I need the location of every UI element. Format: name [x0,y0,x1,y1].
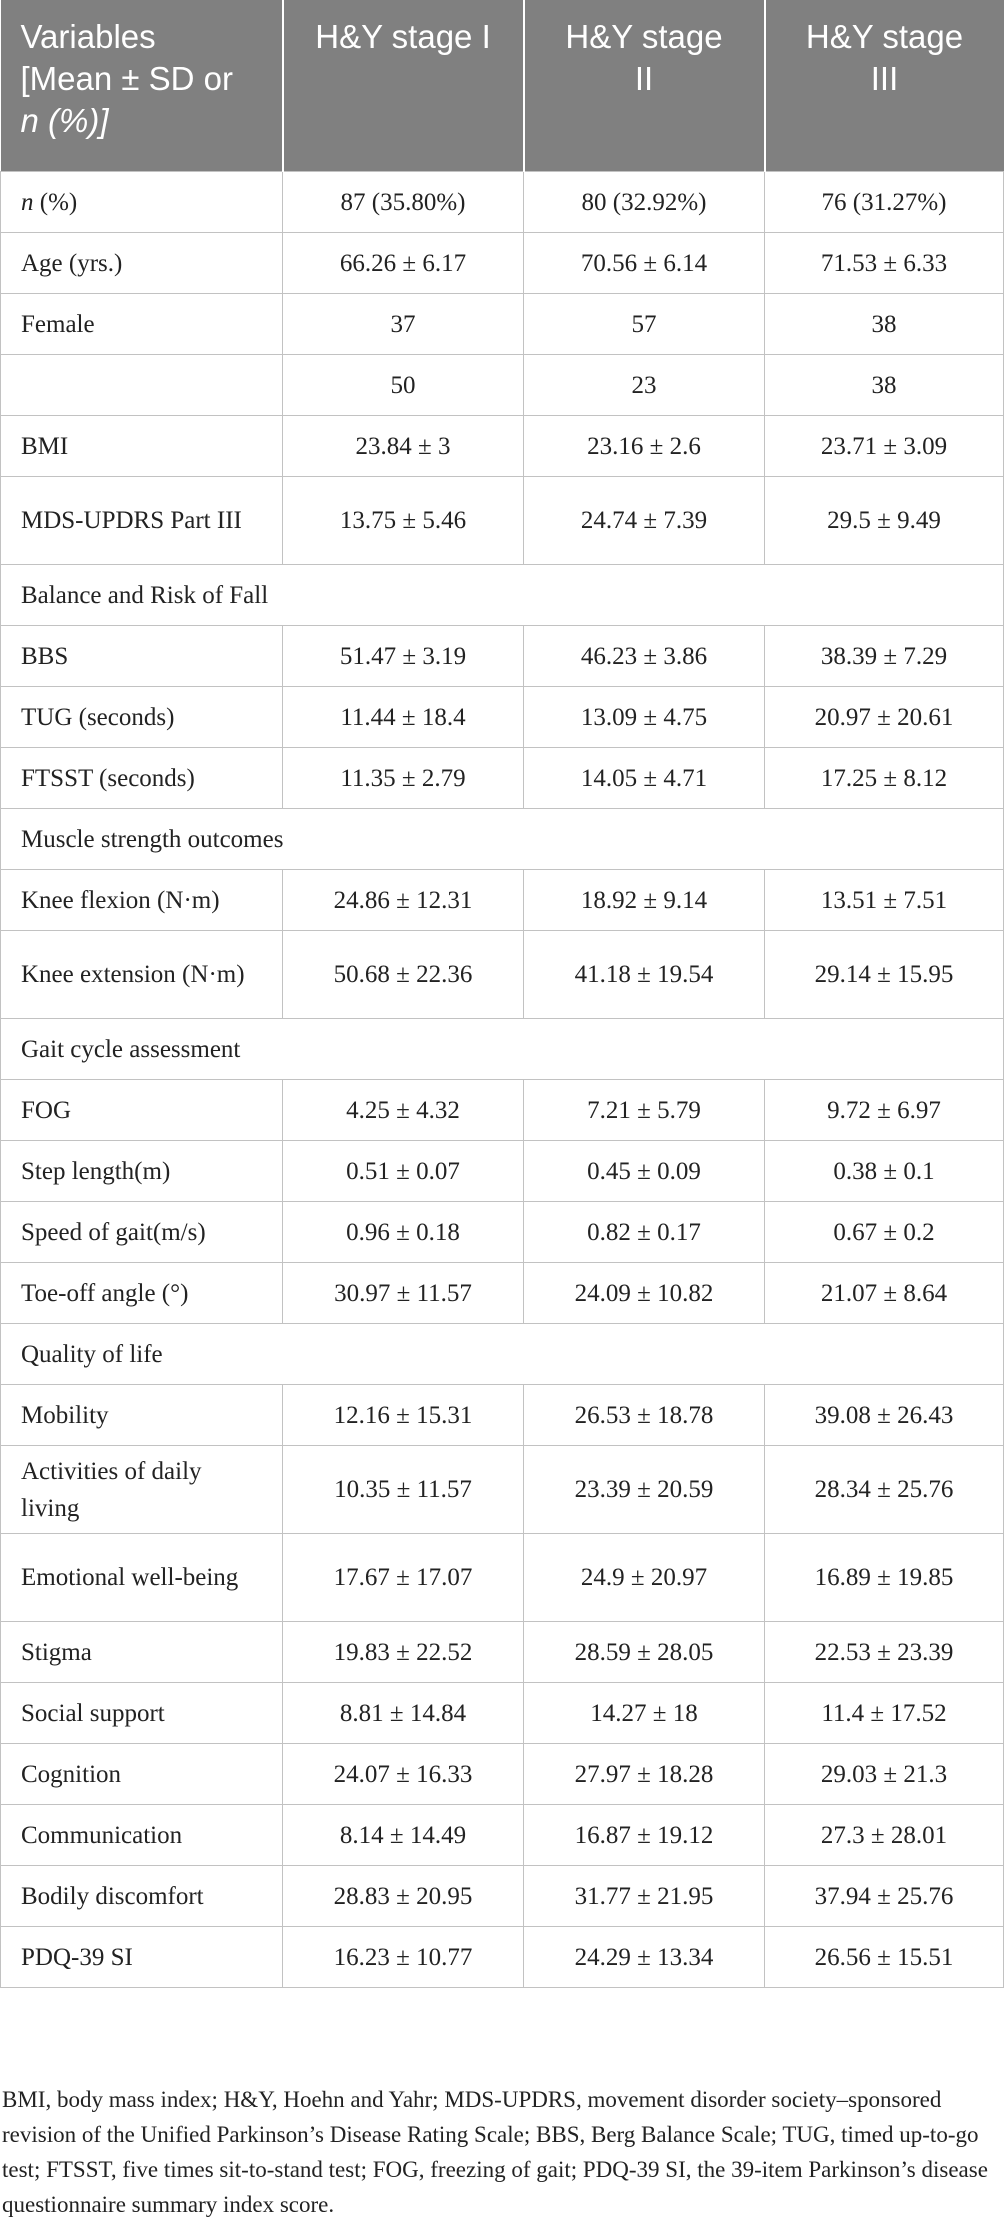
cell-stage-1: 19.83 ± 22.52 [283,1622,524,1683]
cell-stage-1: 87 (35.80%) [283,172,524,233]
cell-stage-3: 29.03 ± 21.3 [765,1744,1004,1805]
table-row [1,1263,1004,1324]
row-label: Emotional well-being [1,1534,283,1622]
cell-stage-2: 14.27 ± 18 [524,1683,765,1744]
cell-stage-3: 20.97 ± 20.61 [765,687,1004,748]
row-label: Knee extension (N·m) [1,931,283,1019]
cell-stage-2: 46.23 ± 3.86 [524,626,765,687]
cell-stage-2: 70.56 ± 6.14 [524,233,765,294]
section-label: Quality of life [1,1324,1004,1385]
row-label: Cognition [1,1744,283,1805]
cell-stage-3: 38 [765,355,1004,416]
cell-stage-1: 12.16 ± 15.31 [283,1385,524,1446]
row-label: Speed of gait(m/s) [1,1202,283,1263]
row-label: FOG [1,1080,283,1141]
header-stage-2 [524,0,765,172]
cell-stage-2: 31.77 ± 21.95 [524,1866,765,1927]
section-row [1,1019,1004,1080]
row-label: Female [1,294,283,355]
header-stage-3 [765,0,1004,172]
cell-stage-2: 23.39 ± 20.59 [524,1446,765,1534]
cell-stage-1: 30.97 ± 11.57 [283,1263,524,1324]
cell-stage-3: 37.94 ± 25.76 [765,1866,1004,1927]
cell-stage-3: 17.25 ± 8.12 [765,748,1004,809]
row-label: Mobility [1,1385,283,1446]
cell-stage-3: 38.39 ± 7.29 [765,626,1004,687]
cell-stage-1: 0.51 ± 0.07 [283,1141,524,1202]
cell-stage-2: 23 [524,355,765,416]
cell-stage-3: 23.71 ± 3.09 [765,416,1004,477]
cell-stage-1: 37 [283,294,524,355]
cell-stage-3: 13.51 ± 7.51 [765,870,1004,931]
cell-stage-1: 16.23 ± 10.77 [283,1927,524,1988]
table-row [1,477,1004,565]
cell-stage-3: 27.3 ± 28.01 [765,1805,1004,1866]
table-body [1,172,1004,1988]
row-label-text: n (%) [21,188,78,216]
header-stage-1-label: H&Y stage I [315,18,491,55]
header-stage-1 [283,0,524,172]
header-stage-3-line2: III [870,60,899,97]
cell-stage-3: 0.38 ± 0.1 [765,1141,1004,1202]
section-row [1,809,1004,870]
table-row [1,687,1004,748]
header-stage-3-line1: H&Y stage [805,18,964,55]
table-row [1,1141,1004,1202]
cell-stage-2: 24.74 ± 7.39 [524,477,765,565]
table-row [1,1534,1004,1622]
header-variables-line1: Variables [20,18,156,55]
table-row [1,626,1004,687]
cell-stage-2: 14.05 ± 4.71 [524,748,765,809]
cell-stage-2: 28.59 ± 28.05 [524,1622,765,1683]
header-variables-line3: n (%)] [20,102,109,139]
table-footnote: BMI, body mass index; H&Y, Hoehn and Yahr; MDS-UPDRS, movement disorder society–sponsored revision of the Unified Parkinson’s Disease Rating Scale; BBS, Berg Balance Scale; TUG, timed up-to-go test; FTSST, five times sit-to-stand test; FOG, freezing of gait; PDQ-39 SI, the 39-item Parkinson’s disease questionnaire summary index score. [2,2087,988,2217]
cell-stage-1: 10.35 ± 11.57 [283,1446,524,1534]
table-row [1,1385,1004,1446]
table-row [1,294,1004,355]
table-row [1,870,1004,931]
table-row [1,416,1004,477]
table-row [1,1805,1004,1866]
header-variables [1,0,283,172]
cell-stage-2: 24.09 ± 10.82 [524,1263,765,1324]
cell-stage-2: 24.9 ± 20.97 [524,1534,765,1622]
table-row [1,172,1004,233]
cell-stage-2: 13.09 ± 4.75 [524,687,765,748]
cell-stage-1: 28.83 ± 20.95 [283,1866,524,1927]
table-row [1,1080,1004,1141]
row-label: PDQ-39 SI [1,1927,283,1988]
row-label: Toe-off angle (°) [1,1263,283,1324]
cell-stage-1: 11.44 ± 18.4 [283,687,524,748]
cell-stage-1: 24.07 ± 16.33 [283,1744,524,1805]
cell-stage-1: 50 [283,355,524,416]
row-label: TUG (seconds) [1,687,283,748]
cell-stage-1: 11.35 ± 2.79 [283,748,524,809]
cell-stage-3: 0.67 ± 0.2 [765,1202,1004,1263]
table-row [1,1446,1004,1534]
cell-stage-2: 57 [524,294,765,355]
cell-stage-2: 24.29 ± 13.34 [524,1927,765,1988]
cell-stage-3: 28.34 ± 25.76 [765,1446,1004,1534]
cell-stage-3: 29.14 ± 15.95 [765,931,1004,1019]
section-label: Gait cycle assessment [1,1019,1004,1080]
section-row [1,1324,1004,1385]
table-row [1,233,1004,294]
cell-stage-2: 0.82 ± 0.17 [524,1202,765,1263]
cell-stage-3: 11.4 ± 17.52 [765,1683,1004,1744]
cell-stage-1: 0.96 ± 0.18 [283,1202,524,1263]
table-row [1,748,1004,809]
cell-stage-2: 27.97 ± 18.28 [524,1744,765,1805]
row-label: MDS-UPDRS Part III [1,477,283,565]
table-row [1,1683,1004,1744]
row-label: Communication [1,1805,283,1866]
cell-stage-2: 80 (32.92%) [524,172,765,233]
cell-stage-1: 24.86 ± 12.31 [283,870,524,931]
table-header [1,0,1004,172]
row-label: FTSST (seconds) [1,748,283,809]
cell-stage-3: 26.56 ± 15.51 [765,1927,1004,1988]
row-label: Bodily discomfort [1,1866,283,1927]
cell-stage-3: 9.72 ± 6.97 [765,1080,1004,1141]
row-label: Stigma [1,1622,283,1683]
row-label: BMI [1,416,283,477]
header-stage-2-line1: H&Y stage [565,18,723,55]
cell-stage-1: 23.84 ± 3 [283,416,524,477]
table-row [1,1927,1004,1988]
cell-stage-2: 7.21 ± 5.79 [524,1080,765,1141]
cell-stage-3: 16.89 ± 19.85 [765,1534,1004,1622]
cell-stage-1: 66.26 ± 6.17 [283,233,524,294]
header-stage-2-line2: II [634,60,654,97]
cell-stage-2: 23.16 ± 2.6 [524,416,765,477]
cell-stage-2: 41.18 ± 19.54 [524,931,765,1019]
table-row [1,1202,1004,1263]
header-variables-line2: [Mean ± SD or [20,60,234,97]
cell-stage-2: 18.92 ± 9.14 [524,870,765,931]
table-row [1,1622,1004,1683]
row-label [1,172,283,233]
section-label: Muscle strength outcomes [1,809,1004,870]
cell-stage-1: 17.67 ± 17.07 [283,1534,524,1622]
cell-stage-1: 13.75 ± 5.46 [283,477,524,565]
row-label: BBS [1,626,283,687]
cell-stage-2: 26.53 ± 18.78 [524,1385,765,1446]
section-label: Balance and Risk of Fall [1,565,1004,626]
row-label: Knee flexion (N·m) [1,870,283,931]
cell-stage-1: 51.47 ± 3.19 [283,626,524,687]
cell-stage-3: 76 (31.27%) [765,172,1004,233]
cell-stage-1: 50.68 ± 22.36 [283,931,524,1019]
cell-stage-3: 29.5 ± 9.49 [765,477,1004,565]
table-row [1,355,1004,416]
cell-stage-3: 39.08 ± 26.43 [765,1385,1004,1446]
row-label [1,355,283,416]
row-label: Step length(m) [1,1141,283,1202]
row-label: Activities of daily living [1,1446,283,1534]
row-label: Age (yrs.) [1,233,283,294]
cell-stage-1: 8.14 ± 14.49 [283,1805,524,1866]
cell-stage-3: 21.07 ± 8.64 [765,1263,1004,1324]
cell-stage-1: 4.25 ± 4.32 [283,1080,524,1141]
cell-stage-1: 8.81 ± 14.84 [283,1683,524,1744]
cell-stage-2: 16.87 ± 19.12 [524,1805,765,1866]
cell-stage-3: 22.53 ± 23.39 [765,1622,1004,1683]
table-row [1,931,1004,1019]
section-row [1,565,1004,626]
table-row [1,1866,1004,1927]
row-label: Social support [1,1683,283,1744]
cell-stage-3: 71.53 ± 6.33 [765,233,1004,294]
table-row [1,1744,1004,1805]
cell-stage-3: 38 [765,294,1004,355]
cell-stage-2: 0.45 ± 0.09 [524,1141,765,1202]
